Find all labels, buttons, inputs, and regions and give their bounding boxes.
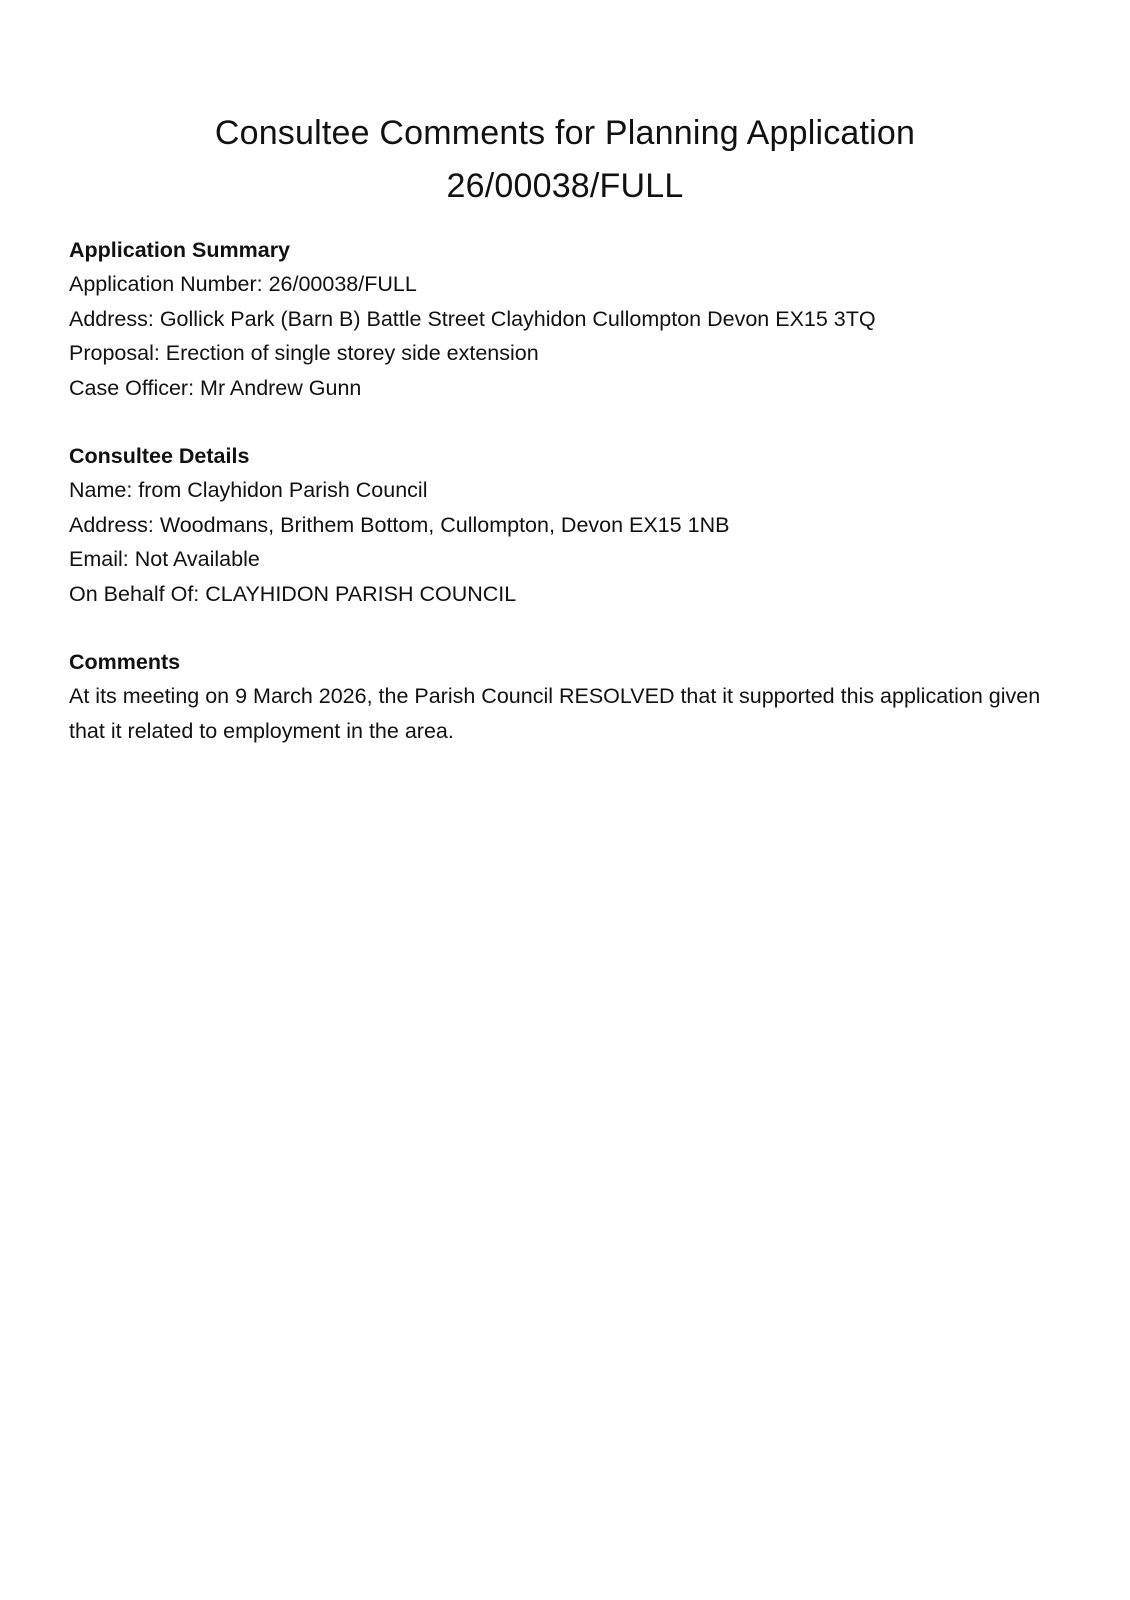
page-title-line-2: 26/00038/FULL [446,166,684,205]
application-summary-heading: Application Summary [69,238,291,262]
comments-heading: Comments [69,650,181,674]
case-officer: Case Officer: Mr Andrew Gunn [69,375,362,400]
consultee-details-section [69,439,1079,611]
consultee-details-heading: Consultee Details [69,444,250,468]
page-title-line-1: Consultee Comments for Planning Application [214,113,916,152]
page-title [0,107,1130,213]
application-address: Address: Gollick Park (Barn B) Battle Street Clayhidon Cullompton Devon EX15 3TQ [69,306,876,331]
application-proposal: Proposal: Erection of single storey side extension [69,341,539,365]
comments-section [69,645,1079,748]
consultee-address: Address: Woodmans, Brithem Bottom, Cullompton, Devon EX15 1NB [69,512,730,537]
consultee-name: Name: from Clayhidon Parish Council [69,478,428,502]
consultee-on-behalf-of: On Behalf Of: CLAYHIDON PARISH COUNCIL [69,581,517,606]
application-summary-section [69,233,1079,405]
application-number: Application Number: 26/00038/FULL [69,272,417,296]
consultee-email: Email: Not Available [69,547,260,571]
comments-body: At its meeting on 9 March 2026, the Parish Council RESOLVED that it supported this application given that it related to employment in the area. [69,684,1041,743]
